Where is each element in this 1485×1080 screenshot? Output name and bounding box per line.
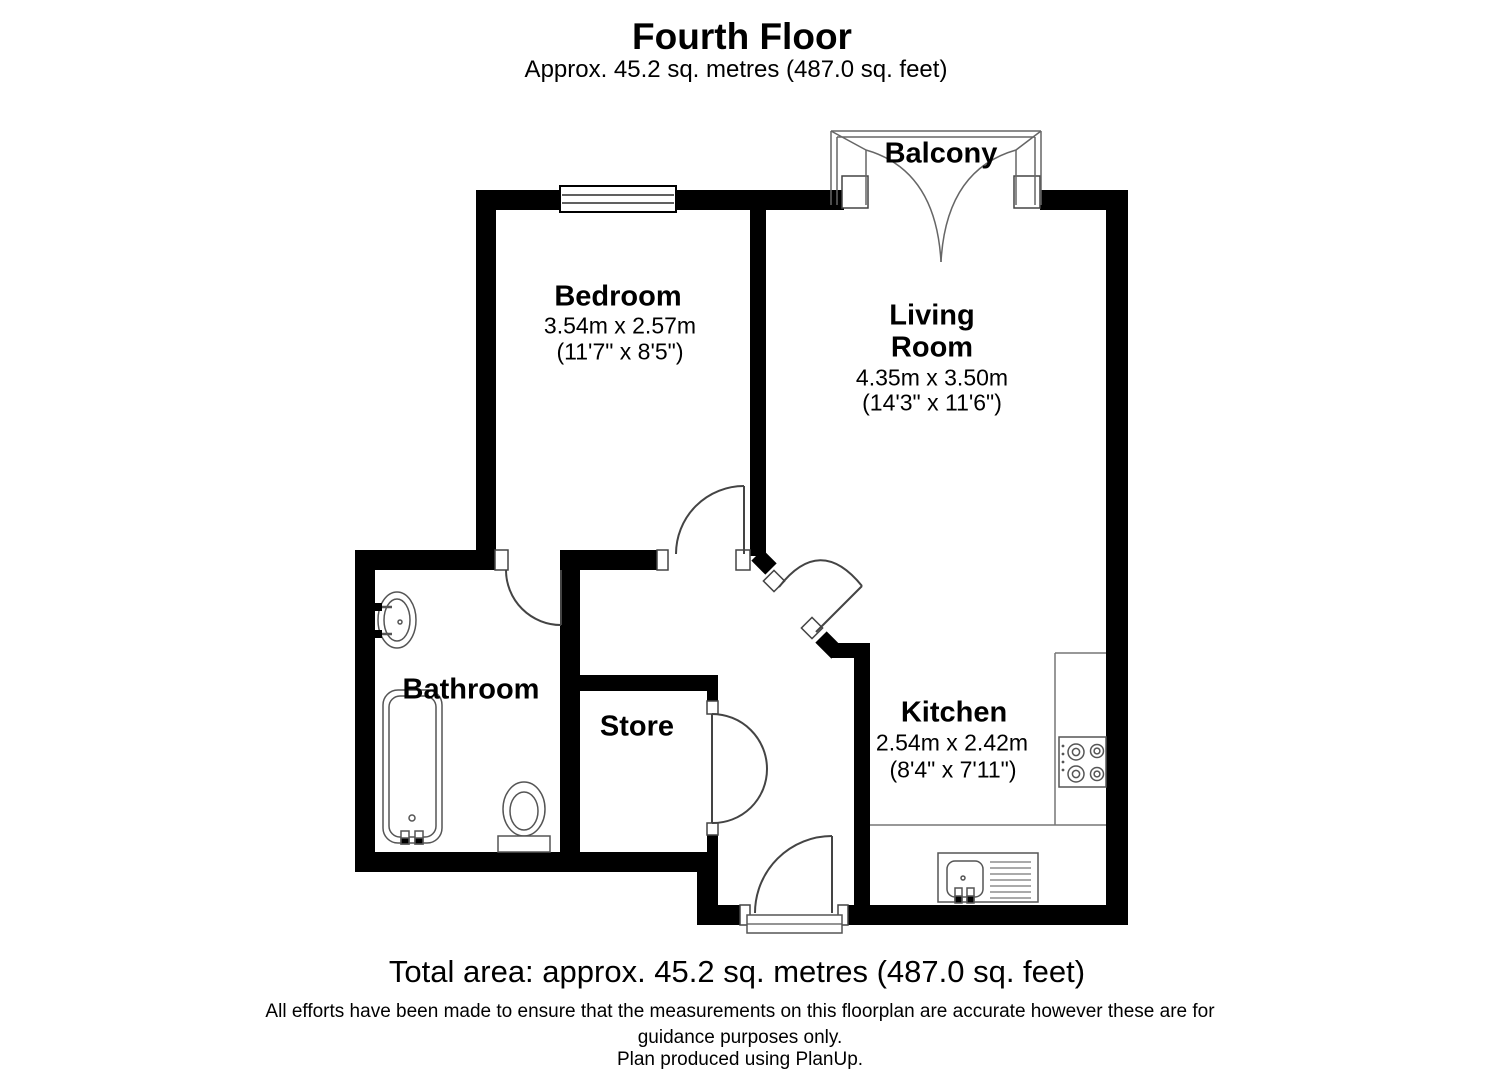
jamb (657, 550, 668, 570)
wall-segment (707, 691, 718, 701)
bedroom-door (676, 486, 744, 554)
bedroom-window (560, 186, 676, 212)
living-room-door (779, 560, 862, 632)
kitchen-dims-metric: 2.54m x 2.42m (875, 729, 1029, 756)
jamb (1014, 176, 1040, 208)
kitchen-dims-imperial: (8'4" x 7'11") (889, 756, 1017, 783)
jamb (495, 550, 508, 570)
sink-icon (938, 853, 1038, 903)
living-room-label: Living Room (889, 299, 975, 364)
store-double-doors (712, 714, 767, 823)
wall-segment (1106, 190, 1128, 925)
wall-segment (355, 550, 495, 570)
jamb (842, 176, 868, 208)
drainer-lines (990, 862, 1031, 898)
hob-icon (1059, 737, 1106, 787)
wall-segment (854, 643, 870, 905)
bedroom-dims-metric: 3.54m x 2.57m (543, 312, 697, 339)
disclaimer-line2: guidance purposes only. (637, 1027, 843, 1048)
balcony-label: Balcony (884, 137, 998, 170)
wall-segment (476, 190, 496, 570)
wall-diagonal (821, 637, 837, 653)
washbasin-icon (374, 592, 416, 648)
page-subtitle: Approx. 45.2 sq. metres (487.0 sq. feet) (524, 56, 948, 83)
wall-segment (355, 550, 375, 872)
bathtub-icon (383, 690, 442, 844)
page-title: Fourth Floor (632, 16, 852, 57)
bedroom-label: Bedroom (554, 280, 682, 313)
toilet-icon (498, 782, 550, 852)
disclaimer-line1: All efforts have been made to ensure that the measurements on this floorplan are accurate however these are for (265, 1001, 1215, 1022)
wall-segment (750, 210, 766, 556)
living-room-dims-imperial: (14'3" x 11'6") (862, 389, 1002, 416)
entrance-threshold (747, 915, 842, 933)
living-room-dims-metric: 4.35m x 3.50m (855, 364, 1009, 391)
bedroom-dims-imperial: (11'7" x 8'5") (556, 338, 684, 365)
jamb (707, 701, 718, 714)
store-label: Store (599, 710, 675, 743)
jamb-diamond (763, 570, 784, 591)
wall-segment (674, 190, 844, 210)
kitchen-label: Kitchen (900, 696, 1008, 729)
wall-segment (560, 550, 657, 570)
wall-segment (560, 675, 718, 691)
wall-diagonal (757, 555, 771, 569)
wall-segment (560, 570, 580, 852)
total-area-text: Total area: approx. 45.2 sq. metres (487.0 sq. feet) (388, 954, 1086, 989)
wall-segment (707, 835, 718, 852)
bathroom-label: Bathroom (402, 673, 540, 706)
disclaimer-line3: Plan produced using PlanUp. (616, 1049, 864, 1070)
jamb (707, 823, 718, 835)
wall-segment (355, 852, 717, 872)
doors (506, 486, 862, 913)
bathroom-door (506, 570, 561, 625)
wall-segment (848, 905, 1128, 925)
entrance-door (755, 836, 832, 913)
